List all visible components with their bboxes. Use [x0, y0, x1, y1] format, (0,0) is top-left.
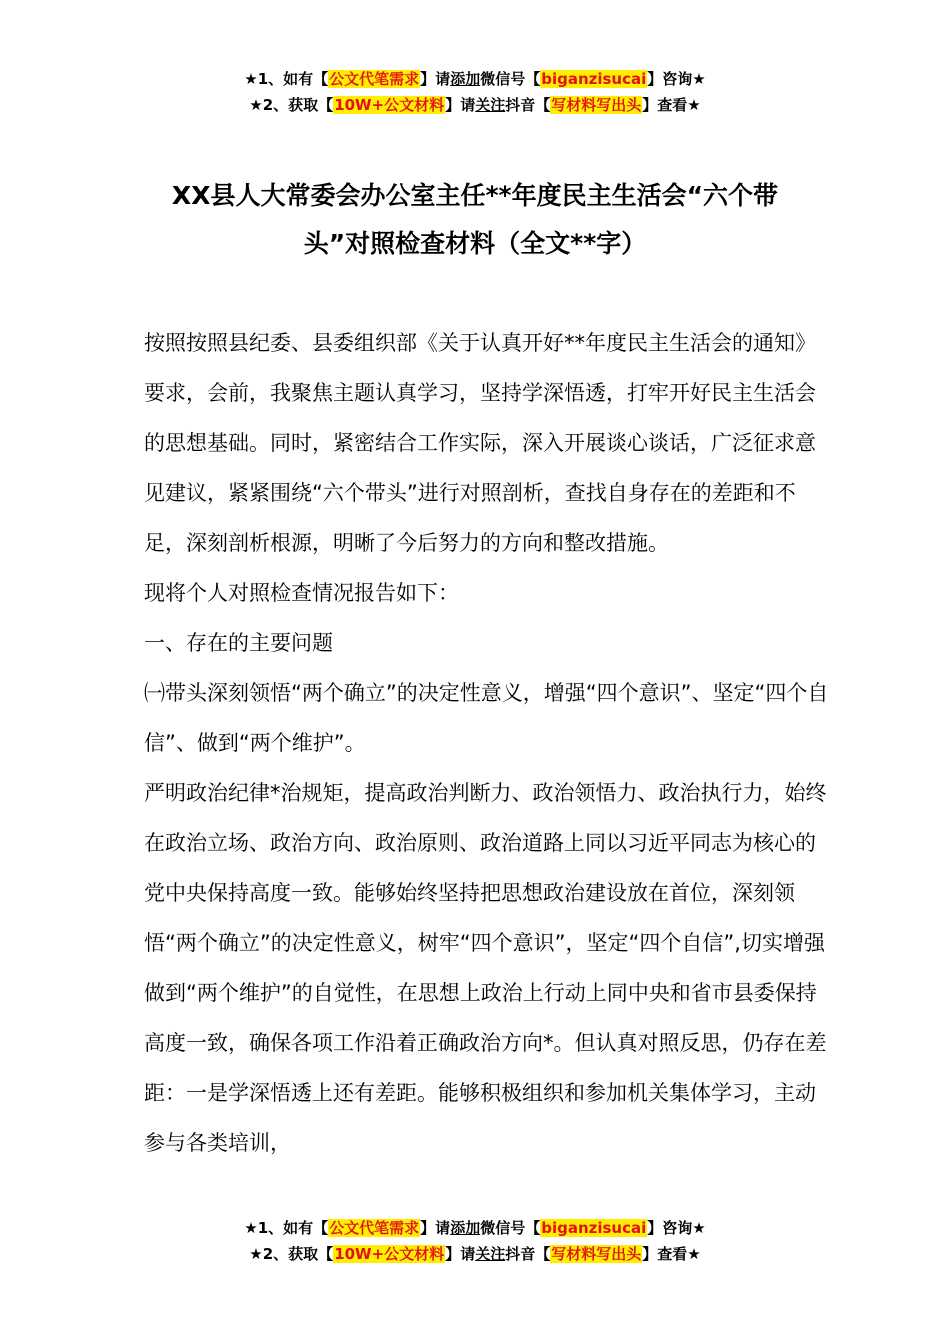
banner-text: ★2、获取【: [249, 96, 334, 114]
document-title: XX县人大常委会办公室主任**年度民主生活会“六个带头”对照检查材料（全文**字）: [171, 181, 779, 258]
banner-text: 微信号【: [480, 1219, 541, 1237]
banner-line-1: [0, 66, 950, 92]
douyin-id-highlight: 写材料写出头: [551, 96, 642, 114]
banner-line-2: [0, 1241, 950, 1267]
banner-text: ★2、获取【: [249, 1245, 334, 1263]
highlight-text: 10W+公文材料: [334, 96, 445, 114]
banner-text: 】请: [445, 1245, 476, 1263]
banner-text: 抖音【: [505, 1245, 551, 1263]
subsection-heading: ㈠带头深刻领悟“两个确立”的决定性意义，增强“四个意识”、坚定“四个自信”、做到“两个维护”。: [144, 681, 829, 755]
underlined-text: 添加: [450, 70, 481, 88]
banner-text: 】请: [420, 1219, 451, 1237]
highlight-text: 公文代笔需求: [329, 70, 420, 88]
banner-text: ★1、如有【: [244, 1219, 329, 1237]
banner-text: 】请: [445, 96, 476, 114]
douyin-id-highlight: 写材料写出头: [551, 1245, 642, 1263]
header-banner: [0, 66, 950, 118]
banner-text: 】请: [420, 70, 451, 88]
banner-text: ★1、如有【: [244, 70, 329, 88]
paragraph: 按照按照县纪委、县委组织部《关于认真开好**年度民主生活会的通知》要求，会前，我聚焦主题认真学习，坚持学深悟透，打牢开好民主生活会的思想基础。同时，紧密结合工作实际，深入开展谈心谈话，广泛征求意见建议，紧紧围绕“六个带头”进行对照剖析，查找自身存在的差距和不足，深刻剖析根源，明晰了今后努力的方向和整改措施。: [144, 331, 816, 555]
banner-text: 】查看★: [642, 96, 701, 114]
wechat-id-highlight: biganzisucai: [541, 70, 647, 88]
underlined-text: 添加: [450, 1219, 481, 1237]
banner-line-2: [0, 92, 950, 118]
underlined-text: 关注: [475, 1245, 506, 1263]
underlined-text: 关注: [475, 96, 506, 114]
highlight-text: 10W+公文材料: [334, 1245, 445, 1263]
banner-text: 】咨询★: [647, 1219, 706, 1237]
wechat-id-highlight: biganzisucai: [541, 1219, 647, 1237]
banner-line-1: [0, 1215, 950, 1241]
section-heading: 一、存在的主要问题: [144, 631, 333, 655]
banner-text: 】查看★: [642, 1245, 701, 1263]
document-body: [144, 318, 834, 1168]
paragraph: 现将个人对照检查情况报告如下：: [144, 581, 459, 605]
footer-banner: [0, 1215, 950, 1267]
paragraph: 严明政治纪律*治规矩，提高政治判断力、政治领悟力、政治执行力，始终在政治立场、政治方向、政治原则、政治道路上同以习近平同志为核心的党中央保持高度一致。能够始终坚持把思想政治建设放在首位，深刻领悟“两个确立”的决定性意义，树牢“四个意识”，坚定“四个自信”,切实增强做到“两个维护”的自觉性，在思想上政治上行动上同中央和省市县委保持高度一致，确保各项工作沿着正确政治方向*。但认真对照反思，仍存在差距：一是学深悟透上还有差距。能够积极组织和参加机关集体学习，主动参与各类培训，: [144, 781, 827, 1155]
banner-text: 抖音【: [505, 96, 551, 114]
banner-text: 微信号【: [480, 70, 541, 88]
highlight-text: 公文代笔需求: [329, 1219, 420, 1237]
banner-text: 】咨询★: [647, 70, 706, 88]
